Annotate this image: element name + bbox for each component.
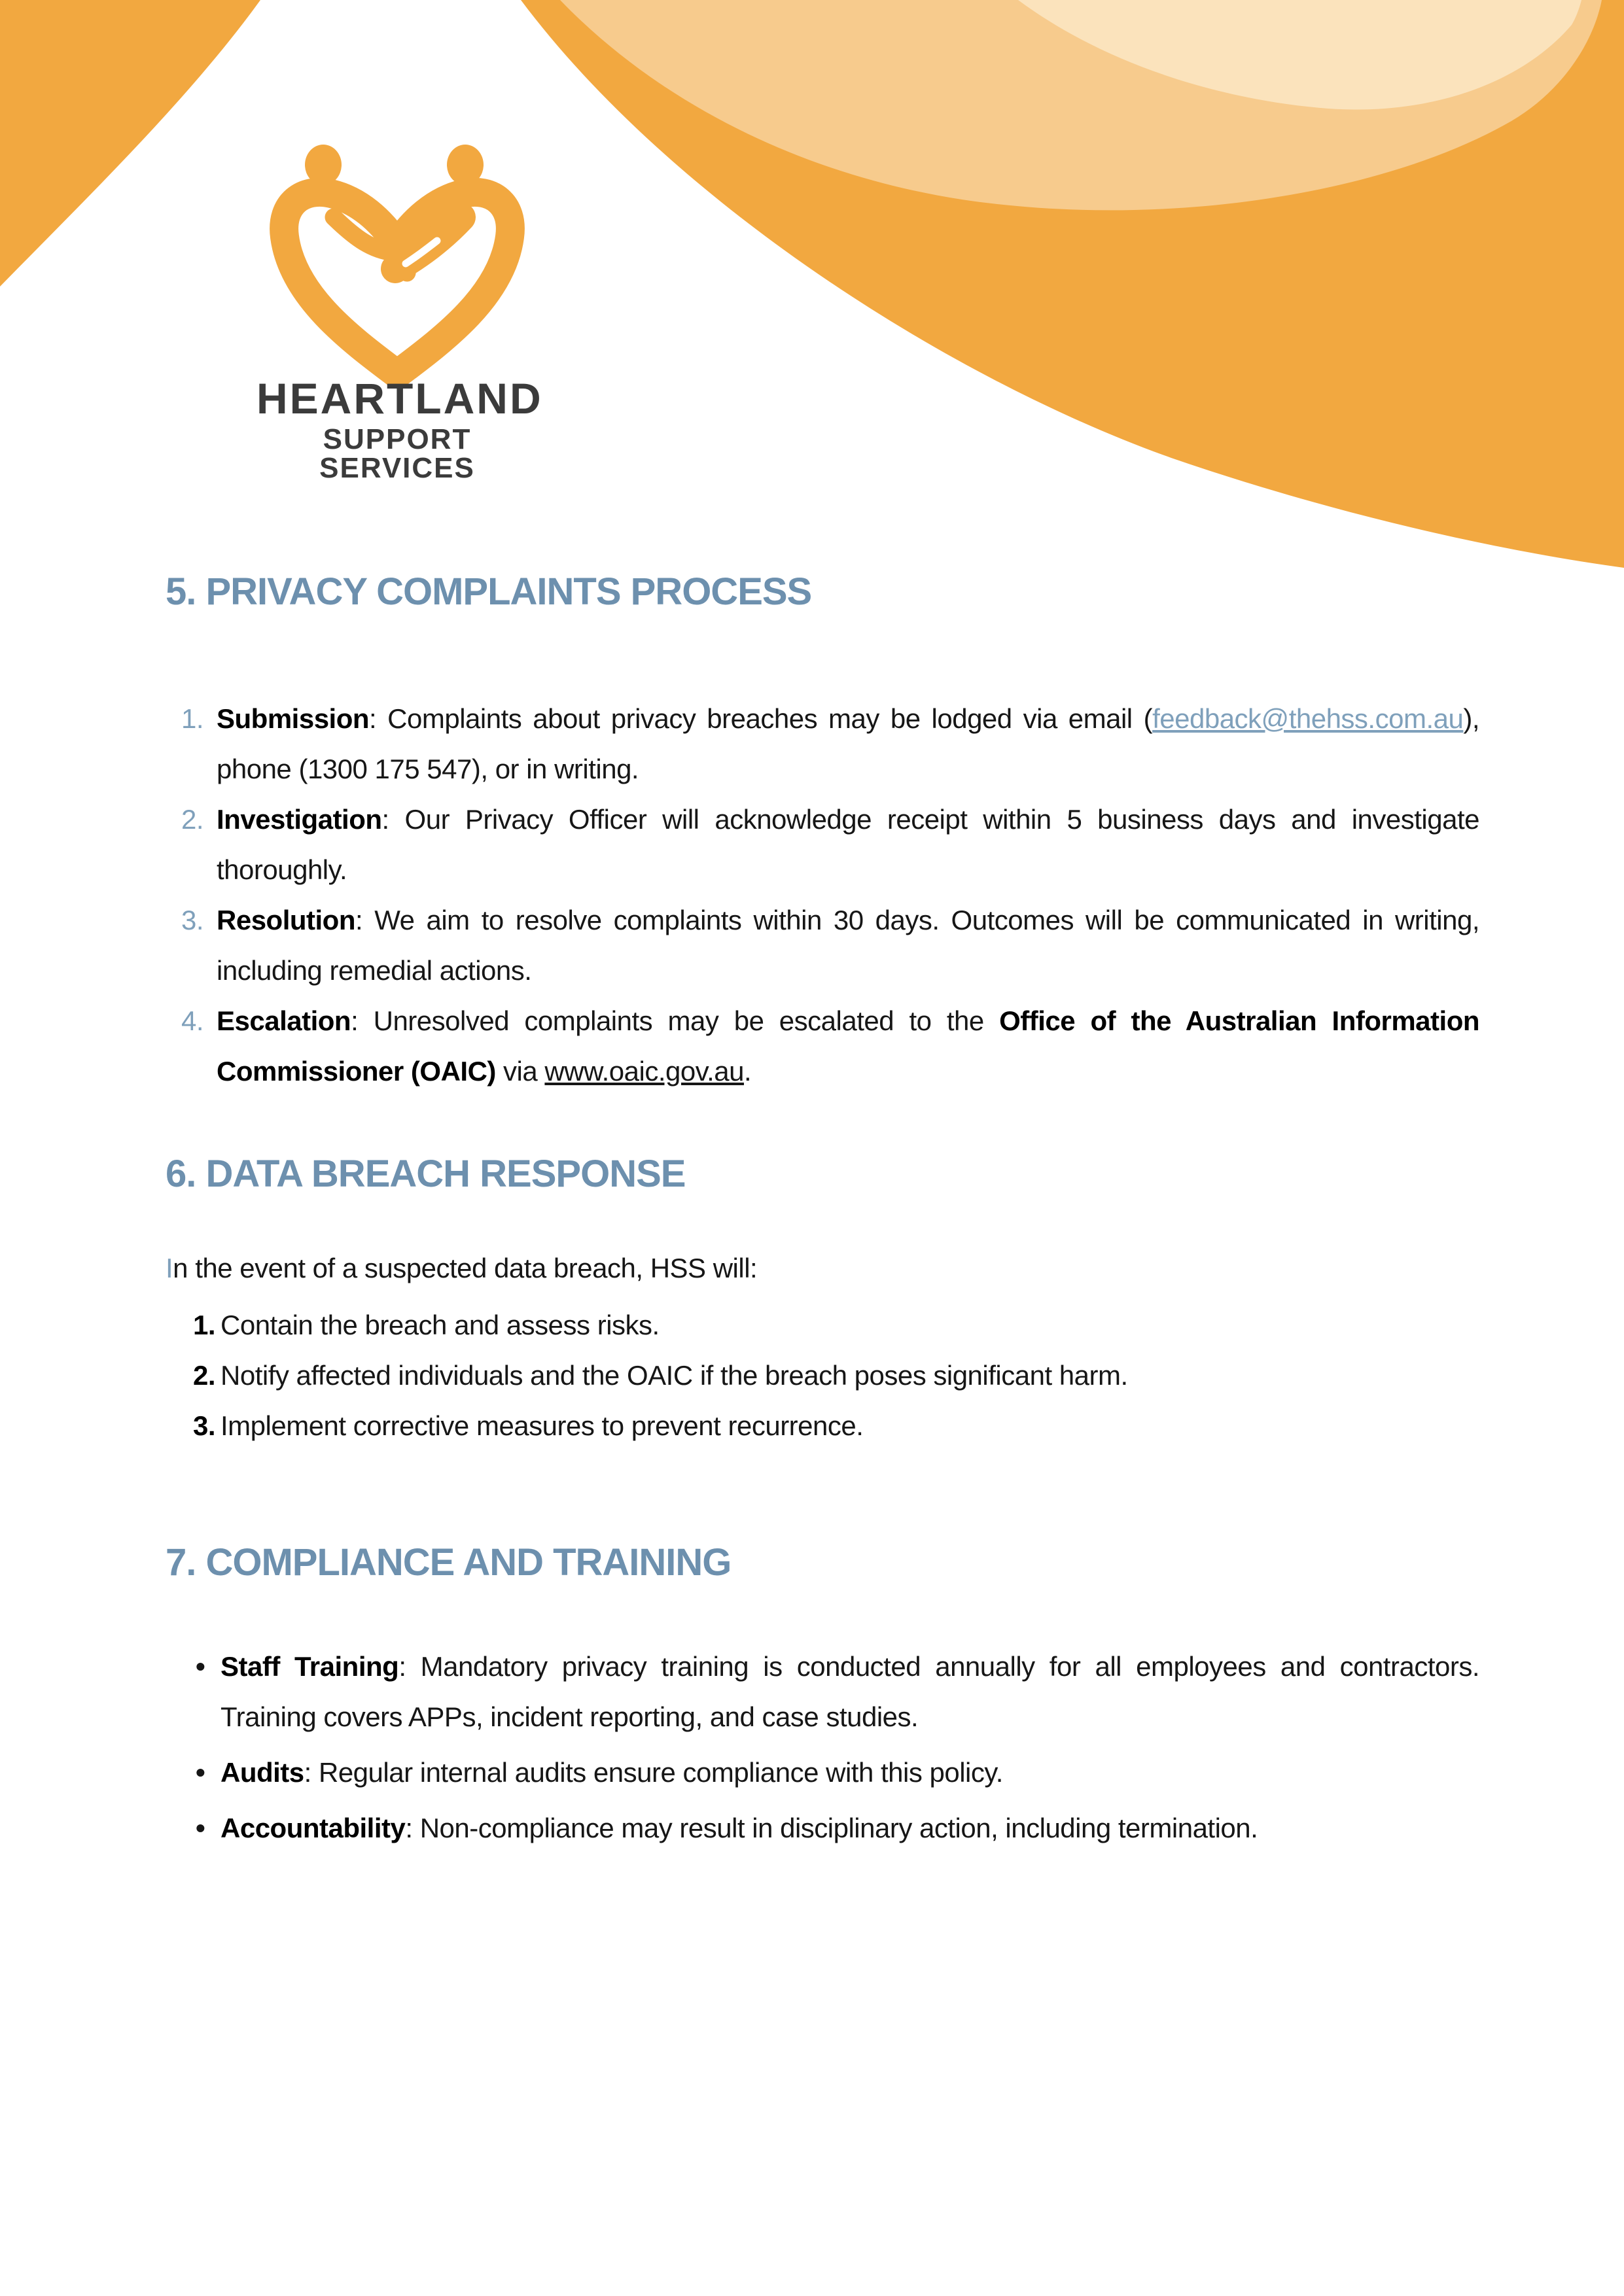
wave-left-wedge — [0, 0, 260, 287]
section-7-heading: 7. COMPLIANCE AND TRAINING — [166, 1541, 732, 1584]
item-text: : Our Privacy Officer will acknowledge receipt within 5 business days and investigate thoroughly. — [217, 804, 1479, 885]
list-number: 4. — [181, 1005, 204, 1036]
list-number: 3. — [193, 1410, 216, 1441]
bullet-item-accountability — [166, 1803, 1479, 1853]
term-label: Accountability — [221, 1813, 406, 1843]
list-number: 2. — [193, 1360, 216, 1391]
bullet-icon: • — [196, 1651, 205, 1682]
logo-tagline: SUPPORT SERVICES — [319, 423, 475, 484]
item-text: . — [743, 1056, 752, 1087]
heart-people-icon — [266, 124, 528, 386]
data-breach-steps-list — [166, 1300, 1479, 1451]
list-item-implement — [166, 1400, 1479, 1451]
document-content — [166, 569, 1479, 1858]
list-number: 1. — [193, 1310, 216, 1340]
item-text: : Mandatory privacy training is conducted annually for all employees and contractors. Training covers APPs, incident reporting, and case studies. — [221, 1651, 1479, 1732]
intro-initial-letter: I — [166, 1253, 173, 1283]
item-text: : We aim to resolve complaints within 30 days. Outcomes will be communicated in writing, including remedial actions. — [217, 905, 1479, 986]
term-label: Submission — [217, 703, 370, 734]
compliance-bullet-list — [166, 1641, 1479, 1853]
item-text: Implement corrective measures to prevent recurrence. — [221, 1410, 864, 1441]
bullet-item-audits — [166, 1747, 1479, 1798]
data-breach-intro — [166, 1243, 1479, 1293]
list-item-contain — [166, 1300, 1479, 1350]
section-5-heading: 5. PRIVACY COMPLAINTS PROCESS — [166, 570, 812, 613]
term-label: Staff Training — [221, 1651, 399, 1682]
item-text: : Unresolved complaints may be escalated to the — [351, 1005, 1000, 1036]
term-label: Resolution — [217, 905, 355, 935]
list-number: 1. — [181, 703, 204, 734]
list-item-notify — [166, 1350, 1479, 1400]
list-item-resolution — [166, 895, 1479, 996]
item-text: : Non-compliance may result in disciplinary action, including termination. — [405, 1813, 1258, 1843]
logo — [256, 124, 543, 484]
email-link[interactable]: feedback@thehss.com.au — [1152, 703, 1464, 734]
list-item-submission — [166, 693, 1479, 794]
logo-name: HEARTLAND — [256, 374, 543, 423]
item-text: : Complaints about privacy breaches may be lodged via email ( — [369, 703, 1153, 734]
oaic-website-link[interactable]: www.oaic.gov.au — [544, 1056, 744, 1087]
bullet-item-staff-training — [166, 1641, 1479, 1742]
item-text: ), phone (1300 175 547), or in writing. — [217, 703, 1479, 784]
list-number: 3. — [181, 905, 204, 935]
term-label: Investigation — [217, 804, 382, 835]
intro-text: n the event of a suspected data breach, HSS will: — [173, 1253, 758, 1283]
term-label: Audits — [221, 1757, 304, 1788]
bullet-icon: • — [196, 1757, 205, 1788]
list-number: 2. — [181, 804, 204, 835]
item-text: via — [495, 1056, 545, 1087]
term-label: Escalation — [217, 1005, 351, 1036]
privacy-complaints-list — [166, 693, 1479, 1096]
bullet-icon: • — [196, 1813, 205, 1843]
section-6-heading: 6. DATA BREACH RESPONSE — [166, 1153, 686, 1195]
oaic-office-label: Office of the Australian Information Commissioner (OAIC) — [217, 1005, 1480, 1087]
item-text: Notify affected individuals and the OAIC if the breach poses significant harm. — [221, 1360, 1128, 1391]
item-text: Contain the breach and assess risks. — [221, 1310, 660, 1340]
item-text: : Regular internal audits ensure compliance with this policy. — [304, 1757, 1003, 1788]
list-item-investigation — [166, 794, 1479, 895]
list-item-escalation — [166, 996, 1479, 1096]
